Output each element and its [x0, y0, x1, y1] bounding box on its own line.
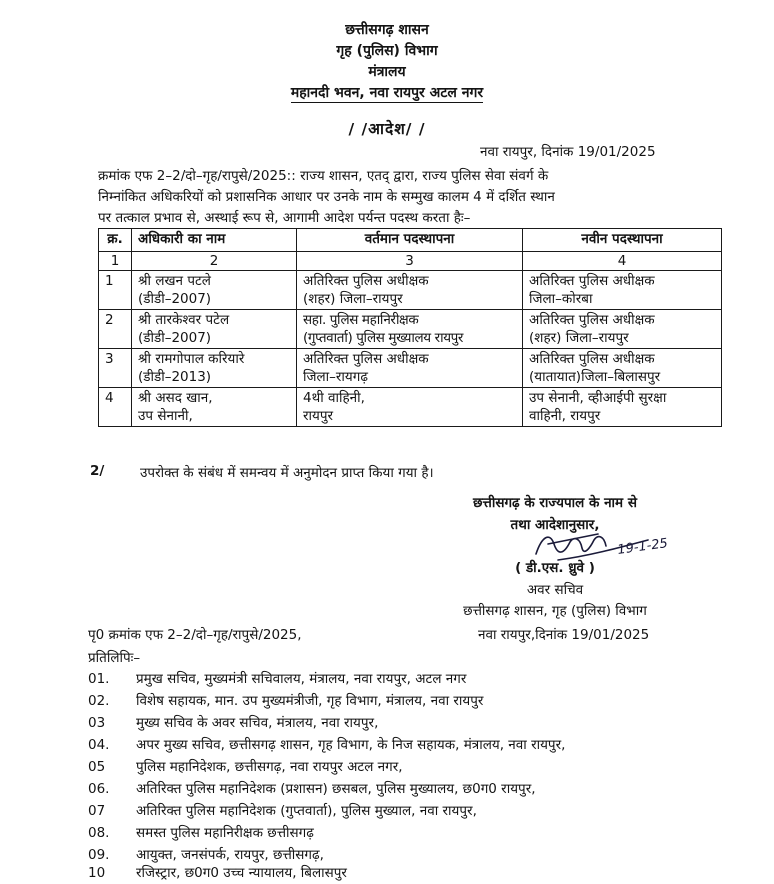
list-item: [88, 668, 466, 690]
officer-name-line: श्री रामगोपाल करियारे: [138, 351, 245, 367]
list-text: अपर मुख्य सचिव, छत्तीसगढ़ शासन, गृह विभाग, के निज सहायक, मंत्रालय, नवा रायपुर,: [136, 737, 566, 753]
table-row: [99, 271, 722, 310]
list-item: [88, 712, 378, 734]
current-posting-line: अतिरिक्त पुलिस अधीक्षक: [303, 273, 429, 289]
officer-name: [132, 310, 297, 349]
posting-table: [98, 228, 722, 427]
list-text: अतिरिक्त पुलिस महानिदेशक (गुप्तवार्ता), पुलिस मुख्याल, नवा रायपुर,: [136, 803, 477, 819]
copy-label: प्रतिलिपिः–: [88, 650, 141, 666]
list-number: 06.: [88, 781, 110, 797]
row-sn: 4: [99, 388, 132, 427]
body-line-3: पर तत्काल प्रभाव से, अस्थाई रूप से, आगामी आदेश पर्यन्त पदस्थ करता हैः–: [98, 210, 471, 226]
col-number: 2: [132, 252, 297, 271]
list-number: 02.: [88, 693, 110, 709]
new-posting: [523, 388, 722, 427]
officer-designation: उप सेनानी,: [138, 408, 193, 424]
officer-batch: (डीडी–2007): [138, 291, 212, 307]
list-text: मुख्य सचिव के अवर सचिव, मंत्रालय, नवा रायपुर,: [136, 715, 379, 731]
new-posting-line: (यातायात)जिला–बिलासपुर: [529, 369, 661, 385]
col-number: 4: [523, 252, 722, 271]
current-posting-line: 4थी वाहिनी,: [303, 390, 365, 406]
officer-name: [132, 271, 297, 310]
sign-authority-line1: छत्तीसगढ़ के राज्यपाल के नाम से: [473, 495, 637, 511]
header-address: [0, 83, 774, 102]
col-header-name: अधिकारी का नाम: [132, 229, 297, 252]
new-posting-line: अतिरिक्त पुलिस अधीक्षक: [529, 273, 655, 289]
row-sn: 2: [99, 310, 132, 349]
list-number: 01.: [88, 671, 110, 687]
list-item: [88, 822, 314, 844]
list-number: 07: [88, 803, 106, 819]
new-posting-line: अतिरिक्त पुलिस अधीक्षक: [529, 312, 655, 328]
signature-date: 19-1-25: [616, 536, 669, 558]
list-number: 08.: [88, 825, 110, 841]
list-text: विशेष सहायक, मान. उप मुख्यमंत्रीजी, गृह विभाग, मंत्रालय, नवा रायपुर: [136, 693, 484, 709]
header-address-text: महानदी भवन, नवा रायपुर अटल नगर: [290, 85, 484, 101]
list-item: [88, 800, 477, 822]
header-ministry: मंत्रालय: [368, 64, 406, 80]
officer-name-line: श्री असद खान,: [138, 390, 213, 406]
table-row: [99, 388, 722, 427]
col-header-new: नवीन पदस्थापना: [523, 229, 722, 252]
current-posting-line: अतिरिक्त पुलिस अधीक्षक: [303, 351, 429, 367]
col-header-sn: क्र.: [99, 229, 132, 252]
current-posting: [297, 310, 523, 349]
order-title: / /आदेश/ /: [348, 120, 426, 138]
current-posting: [297, 349, 523, 388]
list-number: 09.: [88, 847, 110, 863]
new-posting: [523, 349, 722, 388]
list-text: पुलिस महानिदेशक, छत्तीसगढ़, नवा रायपुर अटल नगर,: [136, 759, 403, 775]
new-posting-line: (शहर) जिला–रायपुर: [529, 330, 629, 346]
endorsement-date: नवा रायपुर,दिनांक 19/01/2025: [478, 627, 650, 643]
list-number: 03: [88, 715, 106, 731]
table-header-row: [99, 229, 722, 252]
officer-batch: (डीडी–2007): [138, 330, 212, 346]
list-item: [88, 756, 403, 778]
list-item: [88, 862, 347, 884]
list-number: 05: [88, 759, 106, 775]
signatory-department: छत्तीसगढ़ शासन, गृह (पुलिस) विभाग: [463, 603, 647, 619]
list-item: [88, 778, 536, 800]
col-number: 1: [99, 252, 132, 271]
table-index-row: [99, 252, 722, 271]
current-posting-line: (गुप्तवार्ता) पुलिस मुख्यालय रायपुर: [303, 330, 464, 346]
list-item: [88, 690, 483, 712]
list-number: 04.: [88, 737, 110, 753]
new-posting: [523, 271, 722, 310]
table-row: [99, 310, 722, 349]
officer-batch: (डीडी–2013): [138, 369, 212, 385]
current-posting-line: सहा. पुलिस महानिरीक्षक: [303, 312, 419, 328]
new-posting-line: अतिरिक्त पुलिस अधीक्षक: [529, 351, 655, 367]
para2-number: 2/: [90, 463, 105, 479]
current-posting: [297, 388, 523, 427]
row-sn: 3: [99, 349, 132, 388]
current-posting-line: रायपुर: [303, 408, 334, 424]
list-text: अतिरिक्त पुलिस महानिदेशक (प्रशासन) छसबल, पुलिस मुख्यालय, छ0ग0 रायपुर,: [136, 781, 536, 797]
para2-text: उपरोक्त के संबंध में समन्वय में अनुमोदन प्राप्त किया गया है।: [140, 465, 434, 481]
list-text: प्रमुख सचिव, मुख्यमंत्री सचिवालय, मंत्रालय, नवा रायपुर, अटल नगर: [136, 671, 467, 687]
list-item: [88, 734, 565, 756]
col-header-current: वर्तमान पदस्थापना: [297, 229, 523, 252]
signatory-name: ( डी.एस. ध्रुवे ): [515, 560, 595, 576]
new-posting-line: उप सेनानी, व्हीआईपी सुरक्षा: [529, 390, 667, 406]
header-department: गृह (पुलिस) विभाग: [336, 43, 438, 59]
row-sn: 1: [99, 271, 132, 310]
officer-name-line: श्री लखन पटले: [138, 273, 211, 289]
col-number: 3: [297, 252, 523, 271]
new-posting: [523, 310, 722, 349]
officer-name: [132, 388, 297, 427]
sign-authority-line2: तथा आदेशानुसार,: [510, 517, 600, 533]
new-posting-line: वाहिनी, रायपुर: [529, 408, 601, 424]
body-line-1: क्रमांक एफ 2–2/दो–गृह/रापुसे/2025:: राज्य शासन, एतद् द्वारा, राज्य पुलिस सेवा संवर्ग के: [98, 168, 549, 184]
endorsement-ref: पृ0 क्रमांक एफ 2–2/दो–गृह/रापुसे/2025,: [88, 627, 302, 643]
new-posting-line: जिला–कोरबा: [529, 291, 593, 307]
current-posting: [297, 271, 523, 310]
list-number: 10: [88, 865, 106, 881]
body-line-2: निम्नांकित अधिकरियों को प्रशासनिक आधार पर उनके नाम के सम्मुख कालम 4 में दर्शित स्थान: [98, 189, 555, 205]
table-row: [99, 349, 722, 388]
current-posting-line: (शहर) जिला–रायपुर: [303, 291, 403, 307]
header-state: छत्तीसगढ़ शासन: [345, 22, 429, 38]
officer-name: [132, 349, 297, 388]
signatory-designation: अवर सचिव: [526, 582, 584, 598]
list-text: रजिस्ट्रार, छ0ग0 उच्च न्यायालय, बिलासपुर: [136, 865, 347, 881]
list-text: आयुक्त, जनसंपर्क, रायपुर, छत्तीसगढ़,: [136, 847, 324, 863]
place-date: नवा रायपुर, दिनांक 19/01/2025: [480, 144, 656, 160]
officer-name-line: श्री तारकेश्वर पटेल: [138, 312, 230, 328]
list-text: समस्त पुलिस महानिरीक्षक छत्तीसगढ़: [136, 825, 314, 841]
current-posting-line: जिला–रायगढ़: [303, 369, 368, 385]
